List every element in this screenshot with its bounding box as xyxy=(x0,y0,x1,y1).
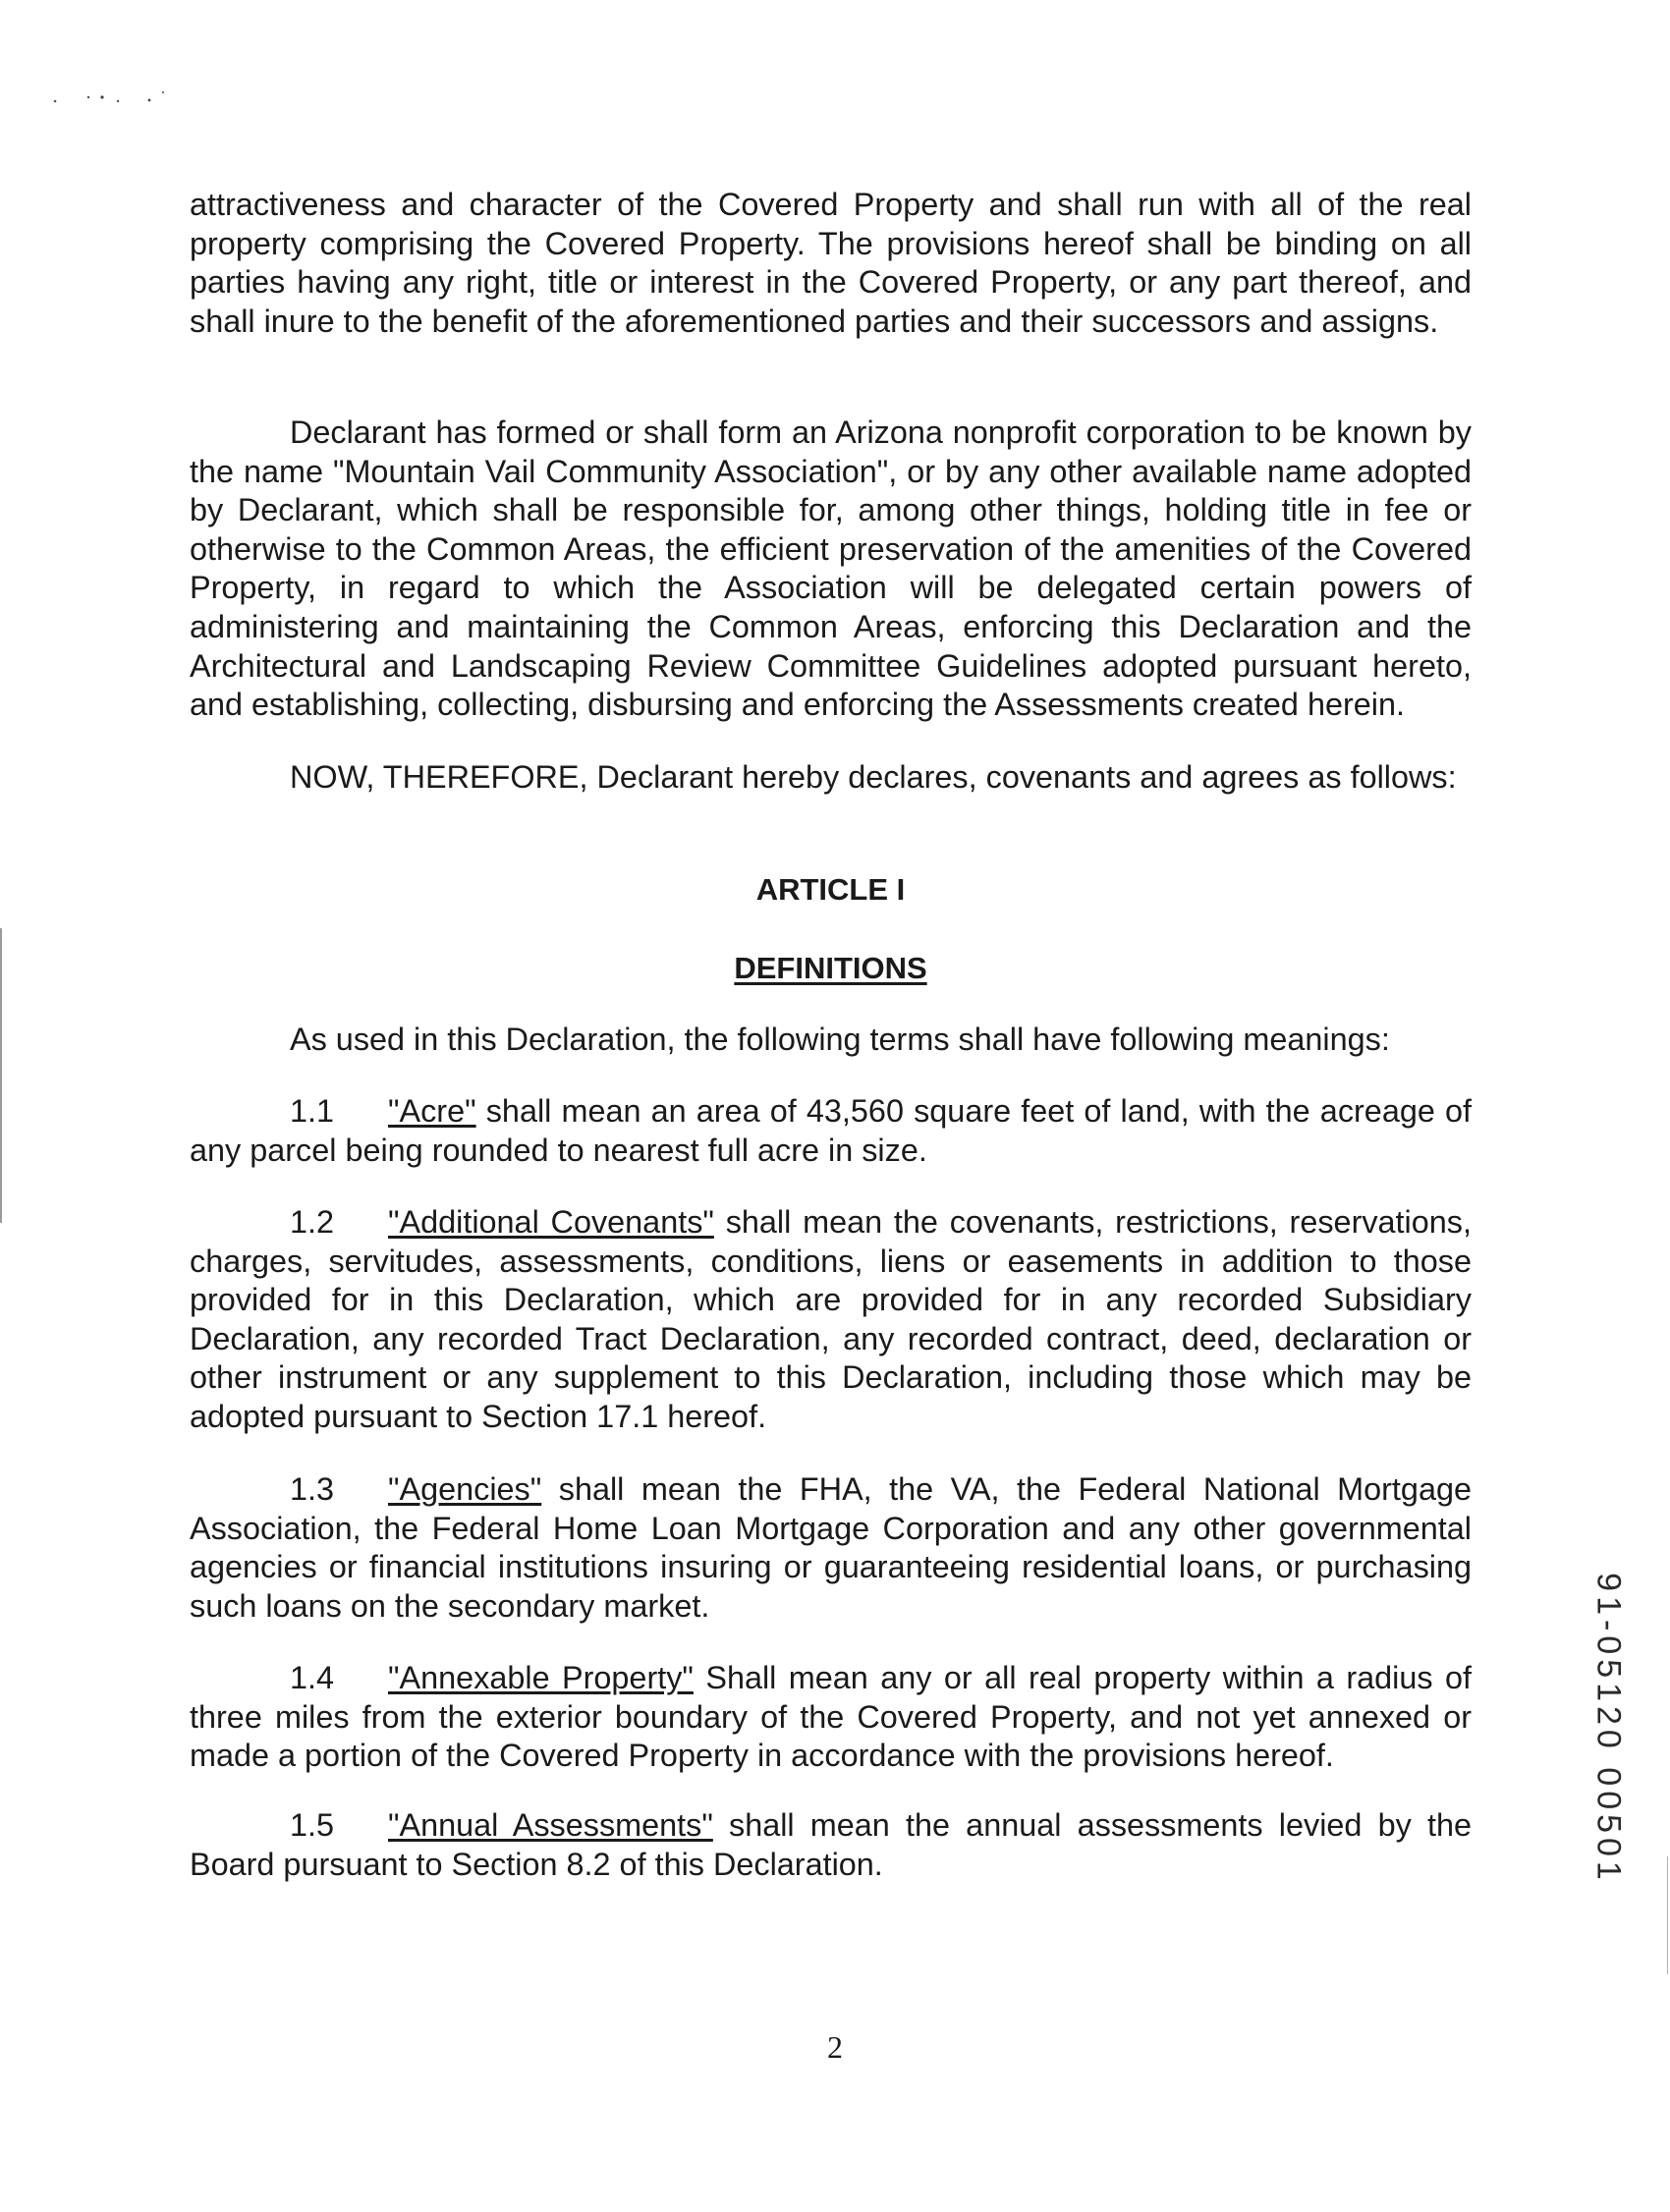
definition-text: shall mean an area of 43,560 square feet of land, with the acreage of any parcel being rounded to nearest full acre in size. xyxy=(190,1093,1472,1168)
now-therefore-paragraph: NOW, THEREFORE, Declarant hereby declares, covenants and agrees as follows: xyxy=(290,759,1457,795)
definition-term: "Annexable Property" xyxy=(388,1660,694,1695)
article-title-text: DEFINITIONS xyxy=(734,951,927,985)
definitions-intro: As used in this Declaration, the following terms shall have following meanings: xyxy=(290,1022,1390,1057)
recording-stamp-text: 91-05120 00501 xyxy=(1589,1573,1628,1885)
scan-edge-line-left xyxy=(0,928,2,1223)
definition-number: 1.2 xyxy=(290,1204,335,1240)
scan-edge-line-right xyxy=(1667,1856,1668,1974)
definition-number: 1.4 xyxy=(290,1660,335,1695)
definition-text: shall mean the FHA, the VA, the Federal National Mortgage Association, the Federal Home Loan Mortgage Corporation and any other governmental agencies or financial institutions insuring or guaranteeing residential loans, or purchasing such loans on the secondary market. xyxy=(190,1471,1472,1624)
association-paragraph: Declarant has formed or shall form an Arizona nonprofit corporation to be known by the name "Mountain Vail Community Association", or by any other available name adopted by Declarant, which shall be responsible for, among other things, holding title in fee or otherwise to the Common Areas, the efficient preservation of the amenities of the Covered Property, in regard to which the Association will be delegated certain powers of administering and maintaining the Common Areas, enforcing this Declaration and the Architectural and Landscaping Review Committee Guidelines adopted pursuant hereto, and establishing, collecting, disbursing and enforcing the Assessments created herein. xyxy=(190,415,1472,723)
definition-text: shall mean the annual assessments levied by the Board pursuant to Section 8.2 of this Declaration. xyxy=(190,1807,1472,1882)
continuation-paragraph: attractiveness and character of the Covered Property and shall run with all of the real property comprising the Covered Property. The provisions hereof shall be binding on all parties having any right, title or interest in the Covered Property, or any part thereof, and shall inure to the benefit of the aforementioned parties and their successors and assigns. xyxy=(190,187,1472,339)
definition-1-3 xyxy=(190,1470,1472,1626)
definition-1-5 xyxy=(190,1806,1472,1884)
definition-text: Shall mean any or all real property within a radius of three miles from the exterior boundary of the Covered Property, and not yet annexed or made a portion of the Covered Property in accordance with the provisions hereof. xyxy=(190,1660,1472,1774)
scan-specks xyxy=(49,81,246,110)
definition-number: 1.5 xyxy=(290,1807,335,1843)
definition-1-4 xyxy=(190,1659,1472,1776)
recording-stamp xyxy=(1588,1567,1628,1891)
definition-number: 1.1 xyxy=(290,1093,335,1129)
definition-term: "Additional Covenants" xyxy=(388,1204,714,1240)
definition-term: "Agencies" xyxy=(388,1471,542,1507)
definition-number: 1.3 xyxy=(290,1471,335,1507)
definition-term: "Annual Assessments" xyxy=(388,1807,713,1843)
page-number: 2 xyxy=(827,2029,843,2065)
article-heading: ARTICLE I xyxy=(755,872,906,907)
definition-1-2 xyxy=(190,1203,1472,1437)
definition-text: shall mean the covenants, restrictions, reservations, charges, servitudes, assessments, conditions, liens or easements in addition to those provided for in this Declaration, which are provided for in any recorded Subsidiary Declaration, any recorded Tract Declaration, any recorded contract, deed, declaration or other instrument or any supplement to this Declaration, including those which may be adopted pursuant to Section 17.1 hereof. xyxy=(190,1204,1472,1434)
definition-1-1 xyxy=(190,1092,1472,1170)
definition-term: "Acre" xyxy=(388,1093,476,1129)
article-title xyxy=(190,949,1472,988)
